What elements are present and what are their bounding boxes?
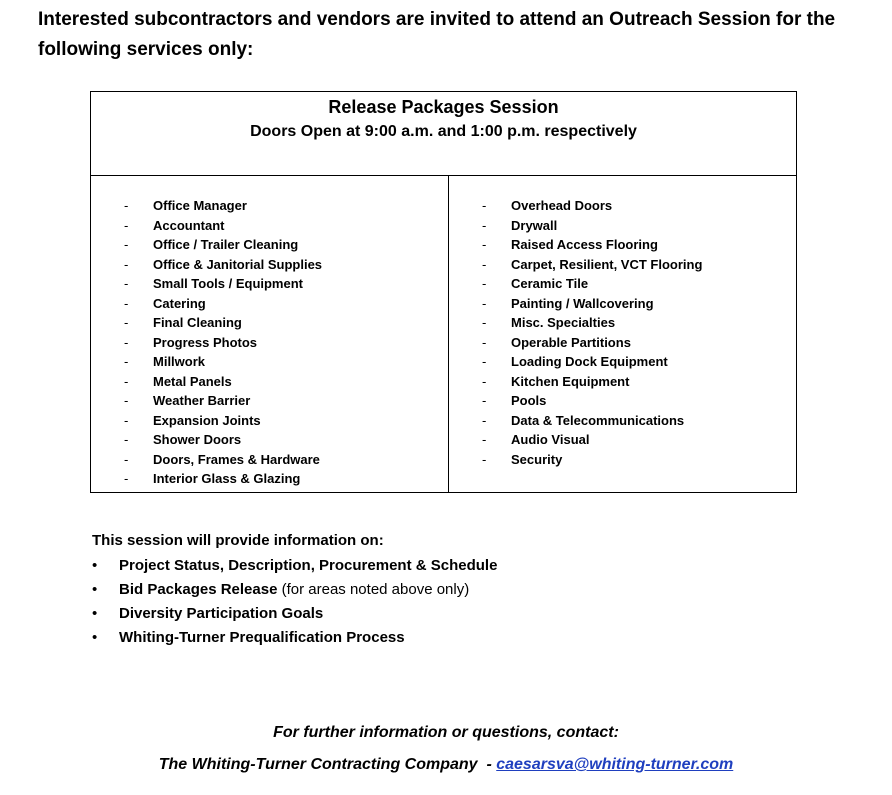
service-item <box>482 255 702 275</box>
contact-prompt: For further information or questions, contact: <box>273 724 619 741</box>
service-item-label: Ceramic Tile <box>511 276 589 291</box>
dash-marker: - <box>124 295 129 311</box>
service-item-label: Overhead Doors <box>511 198 613 213</box>
email-link[interactable]: caesarsva@whiting-turner.com <box>496 756 734 773</box>
service-item-label: Misc. Specialties <box>511 315 616 330</box>
service-item <box>124 216 322 236</box>
dash-marker: - <box>124 393 129 408</box>
service-item <box>124 196 322 216</box>
service-item <box>124 411 322 431</box>
dash-marker: - <box>124 315 129 330</box>
info-item-bold: Project Status, Description, Procurement & Schedule <box>119 557 498 574</box>
dash-marker: - <box>482 373 487 389</box>
service-item <box>482 274 702 294</box>
contact-separator: - <box>477 756 497 773</box>
service-item-label: Pools <box>511 393 547 408</box>
bullet-icon: • <box>92 605 98 622</box>
info-item <box>92 602 792 626</box>
info-item-bold: Bid Packages Release <box>119 581 278 598</box>
dash-marker: - <box>124 471 129 486</box>
info-item <box>92 554 792 578</box>
dash-marker: - <box>482 256 487 272</box>
service-item <box>482 352 702 372</box>
info-heading: This session will provide information on: <box>92 532 384 549</box>
service-item <box>482 333 702 353</box>
left-service-column <box>91 176 449 492</box>
service-item <box>124 313 322 333</box>
service-item-label: Kitchen Equipment <box>511 373 630 389</box>
service-item <box>124 255 322 275</box>
service-item <box>482 372 702 392</box>
service-item-label: Office & Janitorial Supplies <box>153 256 323 272</box>
dash-marker: - <box>482 315 487 330</box>
service-item-label: Interior Glass & Glazing <box>153 471 301 486</box>
service-item-label: Shower Doors <box>153 432 242 447</box>
dash-marker: - <box>482 412 487 428</box>
dash-marker: - <box>482 217 487 233</box>
session-title: Release Packages Session <box>328 97 559 117</box>
service-item <box>482 216 702 236</box>
service-item <box>482 196 702 216</box>
service-item <box>124 372 322 392</box>
service-item-label: Operable Partitions <box>511 334 631 350</box>
dash-marker: - <box>124 412 129 428</box>
service-item-label: Metal Panels <box>153 373 232 389</box>
session-subtitle: Doors Open at 9:00 a.m. and 1:00 p.m. respectively <box>250 123 637 140</box>
service-item <box>482 313 702 333</box>
service-item <box>482 391 702 411</box>
dash-marker: - <box>124 237 129 252</box>
service-item-label: Doors, Frames & Hardware <box>153 451 320 467</box>
service-item <box>124 294 322 314</box>
service-item-label: Catering <box>153 295 206 311</box>
service-item-label: Security <box>511 451 563 467</box>
info-item-bold: Whiting-Turner Prequalification Process <box>119 629 405 646</box>
service-item-label: Small Tools / Equipment <box>153 276 303 291</box>
dash-marker: - <box>124 276 129 291</box>
service-item <box>482 450 702 470</box>
service-item <box>482 411 702 431</box>
dash-marker: - <box>124 217 129 233</box>
dash-marker: - <box>482 354 487 369</box>
service-item-label: Audio Visual <box>511 432 590 447</box>
dash-marker: - <box>482 295 487 311</box>
service-item <box>124 274 322 294</box>
dash-marker: - <box>482 237 487 252</box>
dash-marker: - <box>124 373 129 389</box>
service-item <box>124 469 322 489</box>
service-item <box>482 235 702 255</box>
dash-marker: - <box>124 334 129 350</box>
service-item <box>124 430 322 450</box>
dash-marker: - <box>482 334 487 350</box>
session-box-header <box>91 92 796 176</box>
bullet-icon: • <box>92 581 98 598</box>
contact-line <box>0 756 892 774</box>
service-item-label: Millwork <box>153 354 206 369</box>
service-item <box>124 352 322 372</box>
session-box <box>90 91 797 493</box>
right-service-column <box>449 176 796 492</box>
service-item <box>124 391 322 411</box>
dash-marker: - <box>482 432 487 447</box>
bullet-icon: • <box>92 557 98 574</box>
right-service-list <box>482 196 702 469</box>
service-item <box>124 235 322 255</box>
service-item <box>482 294 702 314</box>
service-item-label: Expansion Joints <box>153 412 261 428</box>
dash-marker: - <box>482 451 487 467</box>
left-service-list <box>124 196 322 489</box>
service-item-label: Office / Trailer Cleaning <box>153 237 299 252</box>
dash-marker: - <box>482 276 487 291</box>
company-name: The Whiting-Turner Contracting Company <box>158 756 478 773</box>
service-item-label: Painting / Wallcovering <box>511 295 654 311</box>
service-item <box>124 333 322 353</box>
dash-marker: - <box>124 432 129 447</box>
intro-text: Interested subcontractors and vendors are invited to attend an Outreach Session for the following services only: <box>38 9 836 60</box>
service-item-label: Raised Access Flooring <box>511 237 658 252</box>
service-item <box>124 450 322 470</box>
service-item-label: Data & Telecommunications <box>511 412 685 428</box>
service-item-label: Progress Photos <box>153 334 258 350</box>
dash-marker: - <box>482 198 487 213</box>
dash-marker: - <box>482 393 487 408</box>
service-item-label: Accountant <box>153 217 225 233</box>
service-item-label: Carpet, Resilient, VCT Flooring <box>511 256 703 272</box>
dash-marker: - <box>124 256 129 272</box>
service-item-label: Loading Dock Equipment <box>511 354 668 369</box>
service-item-label: Final Cleaning <box>153 315 242 330</box>
info-item <box>92 578 792 602</box>
info-item-rest: (for areas noted above only) <box>277 581 470 598</box>
info-section <box>92 530 792 650</box>
dash-marker: - <box>124 354 129 369</box>
bullet-icon: • <box>92 629 98 646</box>
dash-marker: - <box>124 451 129 467</box>
info-item <box>92 626 792 650</box>
service-item <box>482 430 702 450</box>
info-item-bold: Diversity Participation Goals <box>119 605 324 622</box>
service-item-label: Drywall <box>511 217 558 233</box>
info-list <box>92 554 792 650</box>
service-item-label: Office Manager <box>153 198 247 213</box>
service-item-label: Weather Barrier <box>153 393 251 408</box>
dash-marker: - <box>124 198 129 213</box>
